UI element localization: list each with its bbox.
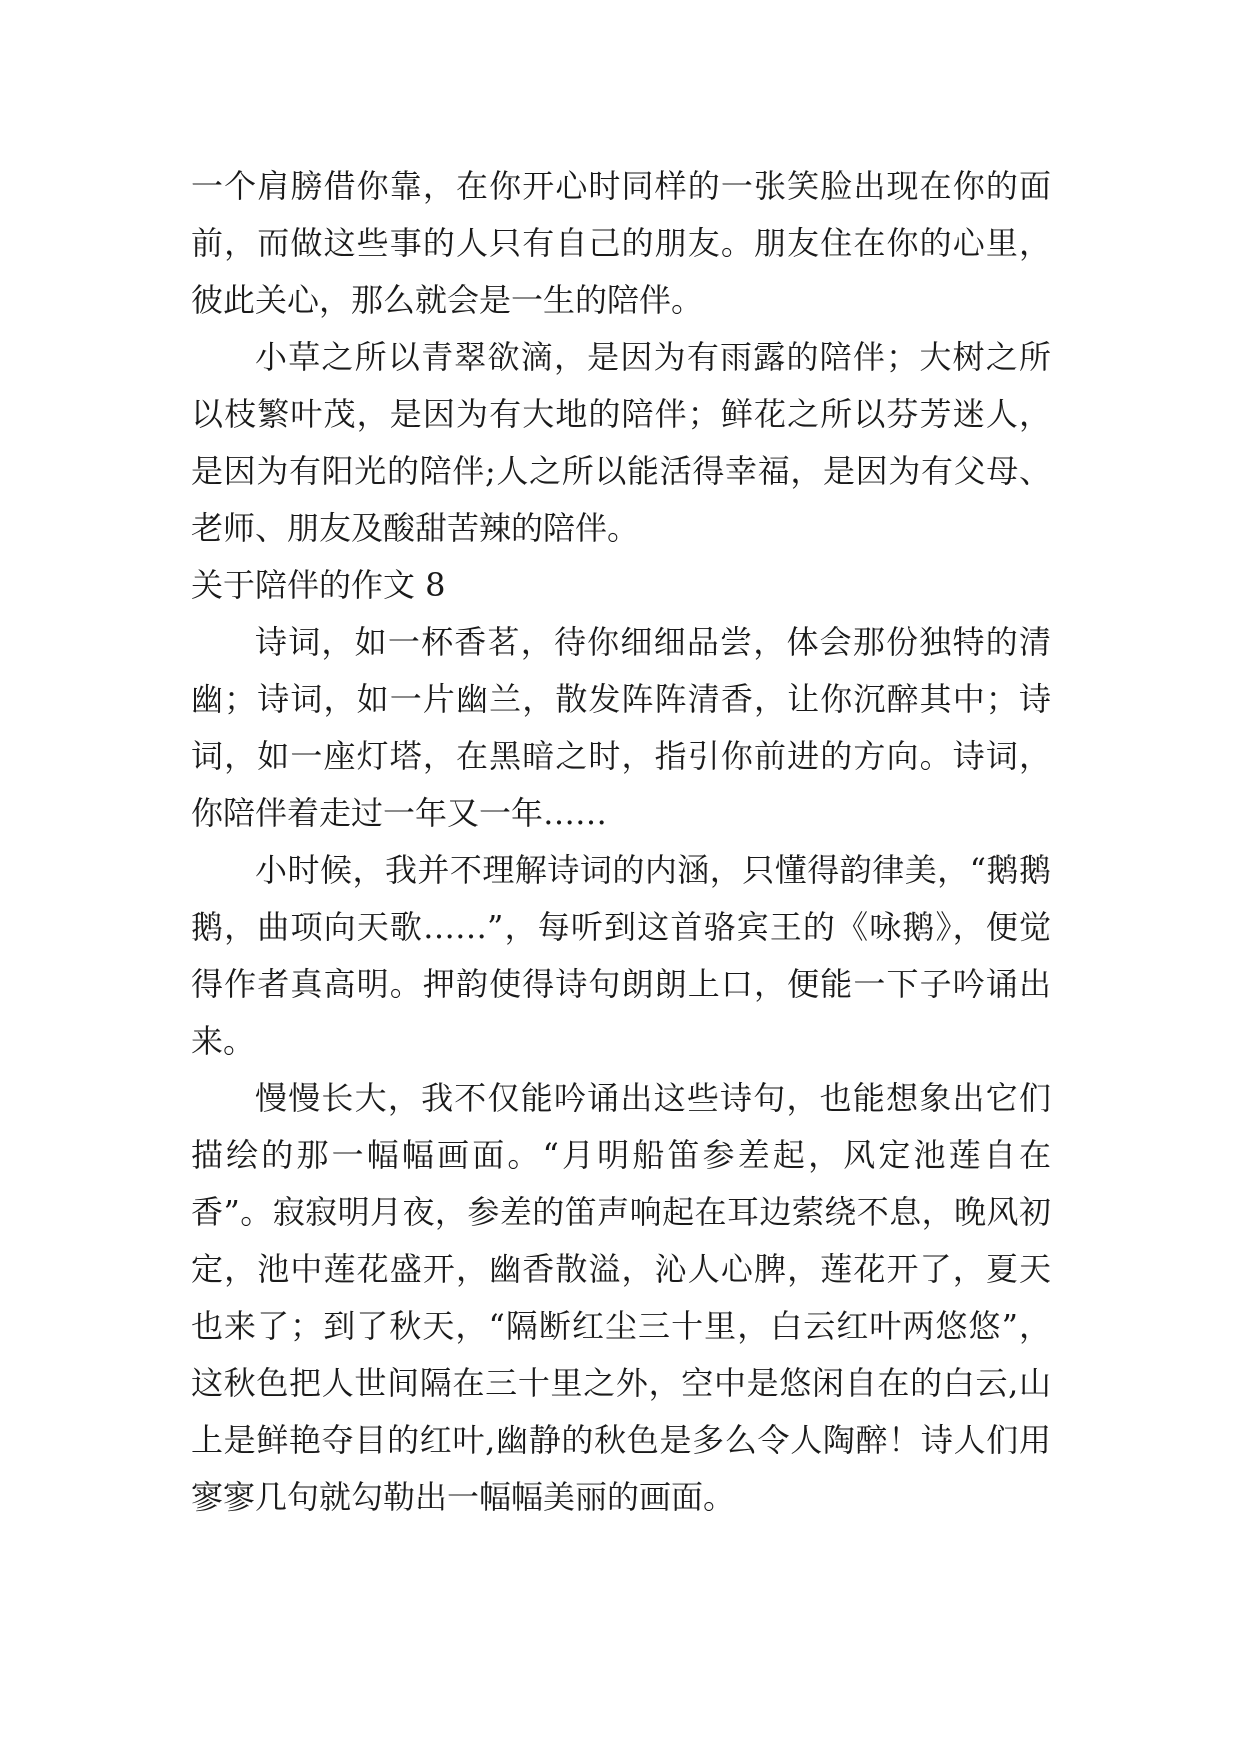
essay-heading: 关于陪伴的作文 8 <box>191 566 446 604</box>
paragraph-childhood: 小时候，我并不理解诗词的内涵，只懂得韵律美，“鹅鹅鹅，曲项向天歌……”，每听到这首骆宾王的《咏鹅》，便觉得作者真高明。押韵使得诗句朗朗上口，便能一下子吟诵出来。 <box>191 851 1051 1060</box>
paragraph-growing-up: 慢慢长大，我不仅能吟诵出这些诗句，也能想象出它们描绘的那一幅幅画面。“月明船笛参差起，风定池莲自在香”。寂寂明月夜，参差的笛声响起在耳边萦绕不息，晚风初定，池中莲花盛开，幽香散溢，沁人心脾，莲花开了，夏天也来了；到了秋天，“隔断红尘三十里，白云红叶两悠悠”，这秋色把人世间隔在三十里之外，空中是悠闲自在的白云,山上是鲜艳夺目的红叶,幽静的秋色是多么令人陶醉！诗人们用寥寥几句就勾勒出一幅幅美丽的画面。 <box>191 1079 1051 1516</box>
paragraph-friendship-continued: 一个肩膀借你靠，在你开心时同样的一张笑脸出现在你的面前，而做这些事的人只有自己的朋友。朋友住在你的心里，彼此关心，那么就会是一生的陪伴。 <box>191 167 1051 319</box>
paragraph-poetry-intro: 诗词，如一杯香茗，待你细细品尝，体会那份独特的清幽；诗词，如一片幽兰，散发阵阵清香，让你沉醉其中；诗词，如一座灯塔，在黑暗之时，指引你前进的方向。诗词，你陪伴着走过一年又一年…… <box>191 623 1051 832</box>
paragraph-companionship-metaphors: 小草之所以青翠欲滴，是因为有雨露的陪伴；大树之所以枝繁叶茂，是因为有大地的陪伴；鲜花之所以芬芳迷人，是因为有阳光的陪伴;人之所以能活得幸福，是因为有父母、老师、朋友及酸甜苦辣的陪伴。 <box>191 338 1051 547</box>
document-body <box>191 158 1051 1526</box>
